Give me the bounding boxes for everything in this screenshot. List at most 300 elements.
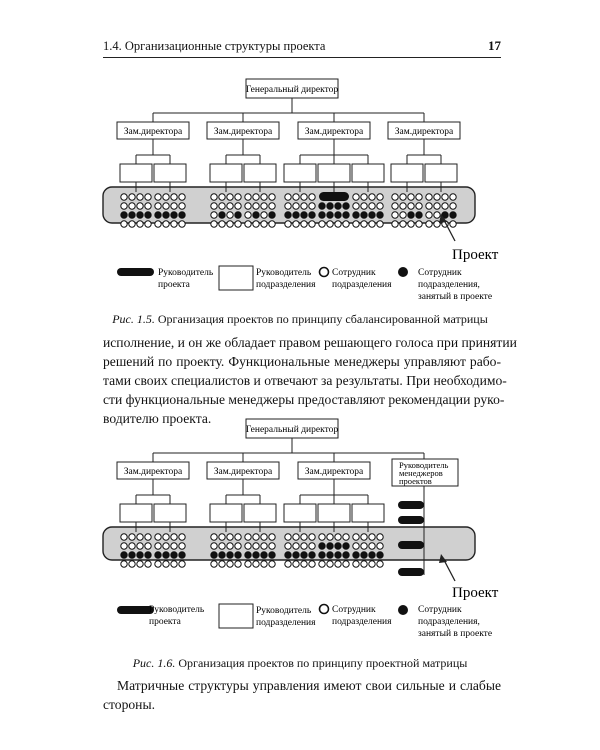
employee-dot [416, 221, 422, 227]
gd-box: Генеральный директор [245, 425, 339, 435]
employee-dot [155, 561, 161, 567]
employee-dot [392, 221, 398, 227]
figure-2-caption [0, 656, 600, 671]
busy-employee-dot [353, 552, 359, 558]
busy-employee-dot [293, 552, 299, 558]
employee-dot [227, 194, 233, 200]
figure-project-matrix [0, 415, 600, 655]
legend-dept-line2: подразделения [256, 280, 316, 290]
dept-head-legend-icon [219, 604, 253, 628]
employee-dot [145, 561, 151, 567]
deputy-label: Зам.директора [304, 127, 364, 137]
dept-head-box [318, 164, 350, 182]
busy-employee-dot [285, 552, 291, 558]
dept-head-legend-icon [219, 266, 253, 290]
employee-dot [227, 221, 233, 227]
paragraph-2 [103, 676, 501, 714]
employee-dot [309, 534, 315, 540]
employee-dot [155, 534, 161, 540]
employee-dot [145, 194, 151, 200]
employee-dot [353, 221, 359, 227]
busy-employee-dot [353, 212, 359, 218]
employee-dot [377, 194, 383, 200]
employee-dot [235, 543, 241, 549]
busy-employee-dot [327, 552, 333, 558]
employee-dot [121, 561, 127, 567]
employee-dot [245, 203, 251, 209]
employee-dot [137, 203, 143, 209]
pm-box-line2: менеджеров [399, 468, 443, 478]
employee-dot [400, 194, 406, 200]
employee-dot [353, 543, 359, 549]
legend-emp-line2: подразделения [332, 617, 392, 627]
employee-dot [392, 203, 398, 209]
dept-head-box [284, 164, 316, 182]
busy-employee-dot [319, 203, 325, 209]
paragraph-2-line: Матричные структуры управления имеют свои сильные и слабые [117, 678, 501, 693]
pm-box-line3: проектов [399, 476, 432, 486]
busy-employee-dot [361, 212, 367, 218]
page-number: 17 [488, 38, 501, 53]
employee-dot [261, 534, 267, 540]
project-manager-bar [398, 568, 424, 576]
employee-dot [129, 203, 135, 209]
employee-dot [253, 543, 259, 549]
employee-dot [309, 561, 315, 567]
employee-dot [211, 534, 217, 540]
employee-dot [235, 194, 241, 200]
employee-legend-icon [320, 605, 329, 614]
legend-busy-line1: Сотрудник [418, 605, 462, 615]
employee-dot [353, 561, 359, 567]
employee-dot [369, 203, 375, 209]
figure-balanced-matrix [0, 75, 600, 305]
employee-dot [129, 194, 135, 200]
employee-dot [369, 561, 375, 567]
pm-box-line1: Руководитель [399, 460, 449, 470]
busy-employee-dot [253, 552, 259, 558]
employee-dot [343, 561, 349, 567]
deputy-label: Зам.директора [394, 127, 454, 137]
dept-head-box [210, 164, 242, 182]
employee-dot [163, 561, 169, 567]
employee-dot [450, 203, 456, 209]
employee-dot [171, 203, 177, 209]
employee-dot [253, 203, 259, 209]
paragraph-1-line: решений по проекту. Функциональные менеджеры управляют рабо- [103, 354, 501, 369]
busy-employee-dot [327, 212, 333, 218]
busy-employee-dot [171, 552, 177, 558]
employee-dot [137, 534, 143, 540]
busy-employee-dot [319, 543, 325, 549]
employee-dot [319, 221, 325, 227]
busy-employee-dot [155, 552, 161, 558]
employee-dot [245, 212, 251, 218]
employee-dot [377, 203, 383, 209]
employee-dot [400, 203, 406, 209]
dept-head-box [352, 164, 384, 182]
employee-dot [163, 221, 169, 227]
busy-employee-dot [145, 212, 151, 218]
deputy-label: Зам.директора [213, 467, 273, 477]
busy-employee-dot [285, 212, 291, 218]
employee-dot [245, 534, 251, 540]
busy-employee-dot [155, 212, 161, 218]
running-head [103, 37, 501, 58]
employee-dot [416, 203, 422, 209]
busy-employee-dot [377, 552, 383, 558]
employee-dot [235, 203, 241, 209]
employee-dot [377, 534, 383, 540]
legend-pm-line2: проекта [158, 280, 190, 290]
employee-dot [269, 561, 275, 567]
employee-dot [301, 221, 307, 227]
employee-dot [450, 194, 456, 200]
employee-dot [163, 543, 169, 549]
employee-dot [327, 221, 333, 227]
dept-head-box [120, 164, 152, 182]
employee-dot [327, 534, 333, 540]
employee-dot [253, 221, 259, 227]
dept-head-box [244, 164, 276, 182]
employee-dot [227, 212, 233, 218]
employee-dot [227, 561, 233, 567]
employee-dot [179, 543, 185, 549]
deputy-label: Зам.директора [123, 467, 183, 477]
employee-dot [408, 221, 414, 227]
employee-dot [155, 221, 161, 227]
employee-dot [377, 561, 383, 567]
employee-dot [245, 194, 251, 200]
busy-employee-dot [343, 203, 349, 209]
employee-dot [285, 543, 291, 549]
employee-dot [211, 212, 217, 218]
employee-dot [434, 194, 440, 200]
employee-dot [129, 221, 135, 227]
employee-dot [261, 221, 267, 227]
employee-dot [179, 203, 185, 209]
employee-dot [121, 534, 127, 540]
employee-dot [369, 221, 375, 227]
employee-dot [211, 203, 217, 209]
busy-employee-dot [450, 212, 456, 218]
employee-dot [253, 561, 259, 567]
employee-dot [179, 561, 185, 567]
employee-dot [361, 543, 367, 549]
busy-employee-dot [219, 212, 225, 218]
employee-dot [219, 534, 225, 540]
employee-dot [129, 543, 135, 549]
project-label: Проект [452, 247, 499, 263]
busy-employee-legend-icon [398, 605, 408, 615]
employee-dot [442, 203, 448, 209]
paragraph-1-line: водителю проекта. [103, 411, 212, 426]
employee-dot [285, 534, 291, 540]
busy-employee-dot [235, 552, 241, 558]
employee-dot [137, 543, 143, 549]
busy-employee-dot [309, 212, 315, 218]
employee-dot [129, 534, 135, 540]
employee-dot [227, 203, 233, 209]
employee-dot [293, 194, 299, 200]
employee-dot [261, 561, 267, 567]
employee-dot [377, 221, 383, 227]
employee-dot [235, 561, 241, 567]
project-manager-legend-icon [117, 268, 154, 276]
busy-employee-dot [343, 212, 349, 218]
paragraph-1-line: тами своих специалистов и отвечают за результаты. При необходимо- [103, 373, 507, 388]
legend-emp-line1: Сотрудник [332, 605, 376, 615]
legend-emp-line1: Сотрудник [332, 268, 376, 278]
employee-dot [163, 534, 169, 540]
project-manager-bar [319, 192, 349, 201]
employee-dot [137, 221, 143, 227]
employee-dot [211, 561, 217, 567]
employee-dot [319, 534, 325, 540]
busy-employee-dot [327, 543, 333, 549]
deputy-label: Зам.директора [123, 127, 183, 137]
employee-dot [361, 203, 367, 209]
employee-dot [400, 212, 406, 218]
employee-legend-icon [320, 268, 329, 277]
employee-dot [171, 561, 177, 567]
busy-employee-dot [361, 552, 367, 558]
employee-dot [293, 543, 299, 549]
employee-dot [309, 203, 315, 209]
employee-dot [145, 534, 151, 540]
busy-employee-dot [235, 212, 241, 218]
employee-dot [219, 194, 225, 200]
employee-dot [434, 203, 440, 209]
employee-dot [269, 221, 275, 227]
employee-dot [121, 203, 127, 209]
figure-2-caption-text: Организация проектов по принципу проектной матрицы [175, 656, 468, 670]
busy-employee-dot [335, 212, 341, 218]
busy-employee-dot [309, 552, 315, 558]
employee-dot [219, 543, 225, 549]
employee-dot [137, 561, 143, 567]
paragraph-2-line: стороны. [103, 697, 155, 712]
employee-dot [145, 543, 151, 549]
paragraph-1 [103, 333, 517, 428]
employee-dot [319, 561, 325, 567]
legend-busy-line1: Сотрудник [418, 268, 462, 278]
dept-head-box [318, 504, 350, 522]
employee-dot [285, 194, 291, 200]
employee-dot [227, 534, 233, 540]
busy-employee-dot [211, 552, 217, 558]
employee-dot [377, 543, 383, 549]
paragraph-1-line: сти функциональные менеджеры предоставляют рекомендации руко- [103, 392, 505, 407]
busy-employee-dot [163, 212, 169, 218]
employee-dot [253, 194, 259, 200]
employee-dot [293, 221, 299, 227]
busy-employee-dot [269, 552, 275, 558]
employee-dot [426, 212, 432, 218]
employee-dot [179, 534, 185, 540]
employee-dot [426, 203, 432, 209]
employee-dot [211, 543, 217, 549]
busy-employee-dot [269, 212, 275, 218]
legend-busy-line3: занятый в проекте [418, 629, 493, 639]
busy-employee-dot [219, 552, 225, 558]
employee-dot [121, 194, 127, 200]
busy-employee-dot [343, 543, 349, 549]
paragraph-1-line: исполнение, и он же обладает правом решающего голоса при принятии [103, 335, 517, 350]
employee-dot [369, 543, 375, 549]
busy-employee-dot [301, 212, 307, 218]
figure-1-caption-text: Организация проектов по принципу сбалансированной матрицы [154, 312, 488, 326]
busy-employee-dot [416, 212, 422, 218]
employee-dot [211, 221, 217, 227]
legend-pm-line1: Руководитель [158, 268, 214, 278]
dept-head-box [352, 504, 384, 522]
busy-employee-dot [129, 212, 135, 218]
figure-1-number: Рис. 1.5. [112, 312, 155, 326]
employee-dot [392, 212, 398, 218]
busy-employee-dot [179, 212, 185, 218]
deputy-label: Зам.директора [213, 127, 273, 137]
busy-employee-dot [137, 552, 143, 558]
employee-dot [301, 561, 307, 567]
dept-head-box [120, 504, 152, 522]
employee-dot [343, 221, 349, 227]
employee-dot [171, 534, 177, 540]
dept-head-box [154, 504, 186, 522]
busy-employee-dot [245, 552, 251, 558]
employee-dot [335, 561, 341, 567]
busy-employee-dot [335, 543, 341, 549]
busy-employee-dot [179, 552, 185, 558]
busy-employee-dot [129, 552, 135, 558]
employee-dot [219, 561, 225, 567]
employee-dot [369, 194, 375, 200]
employee-dot [343, 534, 349, 540]
legend-busy-line2: подразделения, [418, 280, 480, 290]
employee-dot [219, 221, 225, 227]
employee-dot [227, 543, 233, 549]
employee-dot [408, 194, 414, 200]
employee-dot [219, 203, 225, 209]
employee-dot [450, 221, 456, 227]
busy-employee-dot [121, 212, 127, 218]
employee-dot [285, 561, 291, 567]
employee-dot [434, 212, 440, 218]
employee-dot [301, 534, 307, 540]
busy-employee-dot [171, 212, 177, 218]
busy-employee-dot [369, 552, 375, 558]
employee-dot [245, 221, 251, 227]
project-manager-bar [398, 501, 424, 509]
deputy-label: Зам.директора [304, 467, 364, 477]
busy-employee-dot [137, 212, 143, 218]
busy-employee-dot [163, 552, 169, 558]
employee-dot [361, 534, 367, 540]
employee-dot [361, 194, 367, 200]
busy-employee-dot [301, 552, 307, 558]
employee-dot [145, 203, 151, 209]
employee-dot [121, 543, 127, 549]
employee-dot [369, 534, 375, 540]
employee-dot [392, 194, 398, 200]
employee-dot [426, 194, 432, 200]
legend-busy-line3: занятый в проекте [418, 292, 493, 302]
employee-dot [327, 561, 333, 567]
legend-pm-line2: проекта [149, 617, 181, 627]
employee-dot [253, 534, 259, 540]
project-manager-bar [398, 541, 424, 549]
employee-dot [163, 194, 169, 200]
employee-dot [400, 221, 406, 227]
employee-dot [269, 194, 275, 200]
employee-dot [179, 221, 185, 227]
busy-employee-dot [121, 552, 127, 558]
employee-dot [301, 194, 307, 200]
figure-2-number: Рис. 1.6. [132, 656, 176, 670]
employee-dot [335, 534, 341, 540]
gd-box: Генеральный директор [245, 85, 339, 95]
employee-dot [309, 221, 315, 227]
employee-dot [426, 221, 432, 227]
employee-dot [353, 194, 359, 200]
employee-dot [145, 221, 151, 227]
dept-head-box [244, 504, 276, 522]
busy-employee-dot [369, 212, 375, 218]
figure-1-caption [0, 312, 600, 327]
legend-busy-line2: подразделения, [418, 617, 480, 627]
employee-dot [245, 561, 251, 567]
busy-employee-dot [145, 552, 151, 558]
busy-employee-dot [261, 552, 267, 558]
employee-dot [301, 203, 307, 209]
employee-dot [261, 543, 267, 549]
employee-dot [155, 203, 161, 209]
busy-employee-dot [319, 212, 325, 218]
busy-employee-dot [319, 552, 325, 558]
employee-dot [416, 194, 422, 200]
employee-dot [155, 543, 161, 549]
busy-employee-dot [335, 203, 341, 209]
busy-employee-dot [293, 212, 299, 218]
employee-dot [269, 203, 275, 209]
employee-dot [179, 194, 185, 200]
dept-head-box [210, 504, 242, 522]
employee-dot [309, 543, 315, 549]
employee-dot [261, 203, 267, 209]
legend-dept-line1: Руководитель [256, 268, 312, 278]
legend-emp-line2: подразделения [332, 280, 392, 290]
employee-dot [171, 221, 177, 227]
project-label: Проект [452, 585, 499, 601]
legend-dept-line2: подразделения [256, 618, 316, 628]
employee-dot [171, 194, 177, 200]
employee-dot [335, 221, 341, 227]
project-manager-bar [398, 516, 424, 524]
employee-dot [293, 203, 299, 209]
employee-dot [361, 221, 367, 227]
busy-employee-dot [408, 212, 414, 218]
dept-head-box [284, 504, 316, 522]
dept-head-box [391, 164, 423, 182]
employee-dot [301, 543, 307, 549]
employee-dot [211, 194, 217, 200]
employee-dot [163, 203, 169, 209]
busy-employee-dot [253, 212, 259, 218]
employee-dot [129, 561, 135, 567]
employee-dot [353, 203, 359, 209]
busy-employee-dot [377, 212, 383, 218]
employee-dot [269, 543, 275, 549]
